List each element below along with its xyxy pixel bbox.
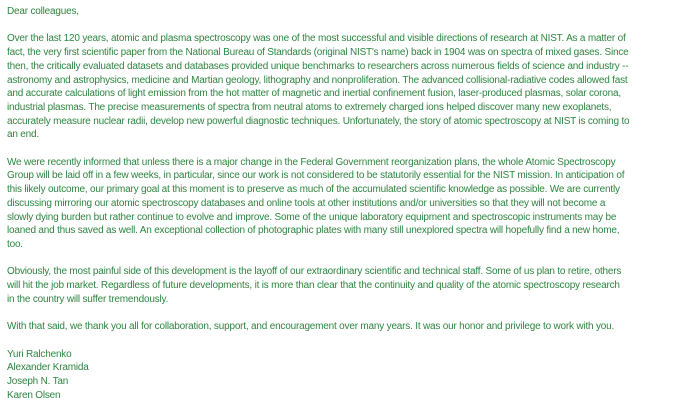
text-line: industrial plasmas. The precise measurements of spectra from neutral atoms to extremely charged ions helped discover many new exoplanets, (7, 101, 683, 115)
paragraph-history (7, 32, 683, 142)
text-line: accurately measure nuclear radii, develop new powerful diagnostic techniques. Unfortunately, the story of atomic spectroscopy at NIST is coming to (7, 115, 683, 129)
text-line: Alexander Kramida (7, 361, 683, 375)
text-line: With that said, we thank you all for collaboration, support, and encouragement over many years. It was our honor and privilege to work with you. (7, 320, 683, 334)
text-line: We were recently informed that unless there is a major change in the Federal Government reorganization plans, the whole Atomic Spectroscopy (7, 156, 683, 170)
text-line: Joseph N. Tan (7, 375, 683, 389)
paragraph-staff-impact (7, 265, 683, 306)
text-line: an end. (7, 128, 683, 142)
greeting-text: Dear colleagues, (7, 5, 683, 19)
text-line: astronomy and astrophysics, medicine and Martian geology, lithography and nonproliferation. The advanced collisional-radiative codes allowed fast (7, 74, 683, 88)
text-line: Yuri Ralchenko (7, 348, 683, 362)
paragraph-thanks (7, 320, 683, 334)
paragraph-layoff-news (7, 156, 683, 252)
text-line: loaned and thus saved as well. An exceptional collection of photographic plates with many still unexplored spectra will hopefully find a new home, (7, 224, 683, 238)
text-line: too. (7, 238, 683, 252)
text-line: Karen Olsen (7, 389, 683, 402)
text-line: Obviously, the most painful side of this development is the layoff of our extraordinary scientific and technical staff. Some of us plan to retire, others (7, 265, 683, 279)
text-line: Group will be laid off in a few weeks, in particular, since our work is not considered to be statutorily essential for the NIST mission. In anticipation of (7, 169, 683, 183)
text-line: and accurate calculations of light emission from the hot matter of magnetic and inertial confinement fusion, laser-produced plasmas, solar corona, (7, 87, 683, 101)
text-line: slowly dying burden but rather continue to evolve and improve. Some of the unique laboratory equipment and spectroscopic instruments may be (7, 211, 683, 225)
text-line: fact, the very first scientific paper from the National Bureau of Standards (original NIST's name) back in 1904 was on spectra of mixed gases. Since (7, 46, 683, 60)
text-line: discussing mirroring our atomic spectroscopy databases and online tools at other institutions and/or universities so that they will not become a (7, 197, 683, 211)
greeting (7, 5, 683, 19)
text-line: in the country will suffer tremendously. (7, 293, 683, 307)
text-line: Over the last 120 years, atomic and plasma spectroscopy was one of the most successful and visible directions of research at NIST. As a matter of (7, 32, 683, 46)
text-line: then, the critically evaluated datasets and databases provided unique benchmarks to researchers across numerous fields of science and industry -- (7, 60, 683, 74)
signature-block (7, 348, 683, 402)
text-line: will hit the job market. Regardless of future developments, it is more than clear that the continuity and quality of the atomic spectroscopy research (7, 279, 683, 293)
text-line: this likely outcome, our primary goal at this moment is to preserve as much of the accumulated scientific knowledge as possible. We are currently (7, 183, 683, 197)
